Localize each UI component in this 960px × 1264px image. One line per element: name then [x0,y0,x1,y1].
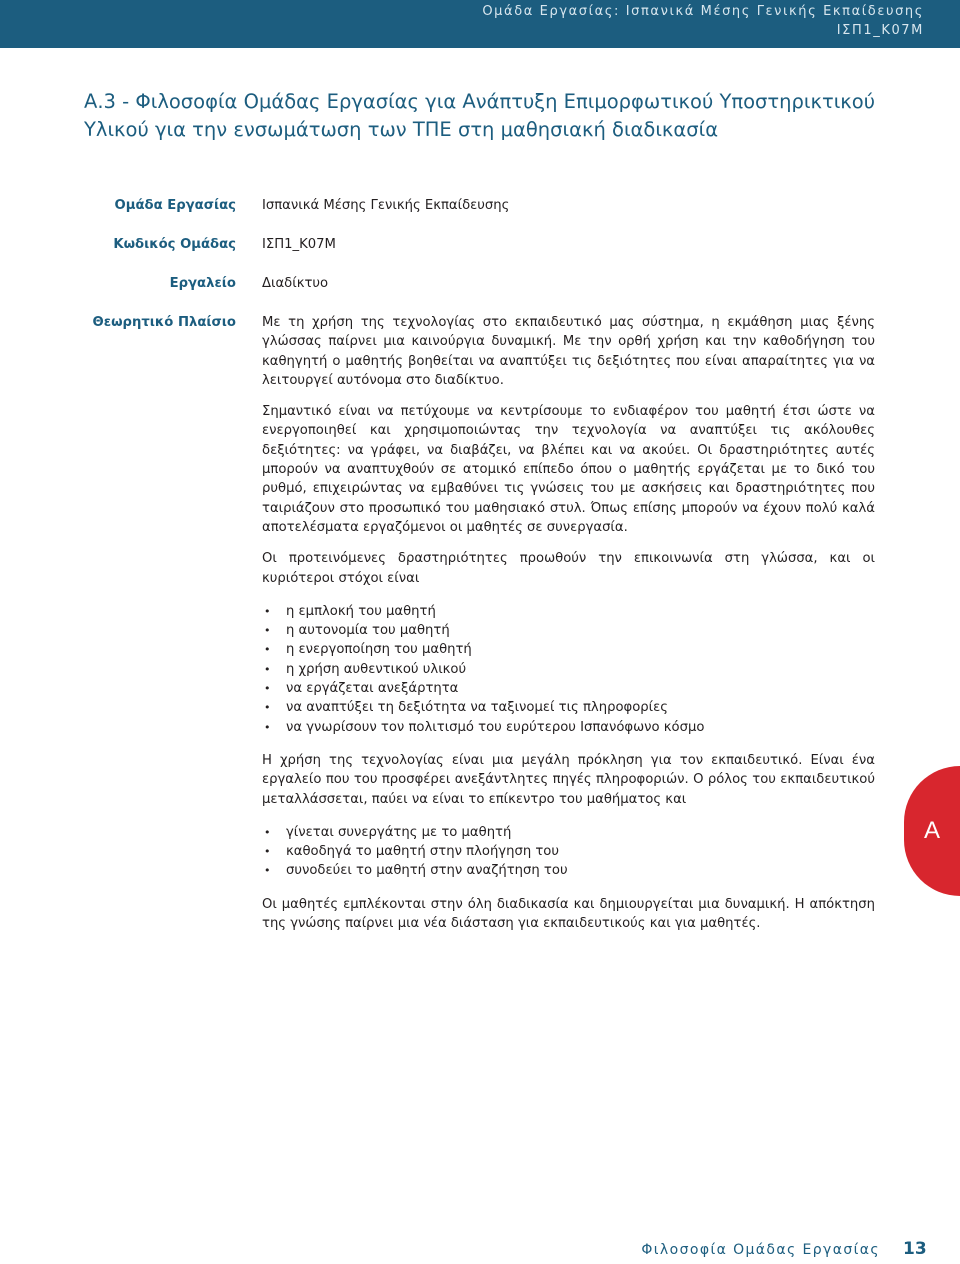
paragraph-3: Οι προτεινόμενες δραστηριότητες προωθούν την επικοινωνία στη γλώσσα, και οι κυριότεροι στόχοι είναι [262,551,875,586]
list-item-text: συνοδεύει το μαθητή στην αναζήτηση του [286,863,568,879]
paragraph-2: Σημαντικό είναι να πετύχουμε να κεντρίσουμε το ενδιαφέρον του μαθητή έτσι ώστε να ενεργοποιηθεί και χρησιμοποιώντας την τεχνολογία να αναπτύξει τις ακόλουθες δεξιότητες: να γράφει, να διαβάζει, να βλέπει και να ακούει. Οι δραστηριότητες αυτές μπορούν να αναπτυχθούν σε ατομικό επίπεδο όπου ο μαθητής εργάζεται με το δικό του ρυθμό, επιχειρώντας να εμβαθύνει τις γνώσεις του με ασκήσεις και δραστηριότητες που ταιριάζουν στο προσωπικό του μαθησιακό στυλ. Όπως επίσης μπορούν να έχουν πολύ καλά αποτελέσματα εργαζόμενοι οι μαθητές σε συνεργασία. [262,404,875,535]
tool-value: Διαδίκτυο [262,276,329,291]
code-value: ΙΣΠ1_Κ07Μ [262,237,336,252]
bullet-icon: • [264,845,271,859]
list-item [262,718,875,737]
bullet-icon: • [264,624,271,638]
list-item-text: να γνωρίσουν τον πολιτισμό του ευρύτερου Ισπανόφωνο κόσμο [286,719,705,735]
list-item [262,861,875,880]
bullet-icon: • [264,643,271,657]
list-item [262,602,875,621]
list-item-text: να εργάζεται ανεξάρτητα [286,681,459,697]
list-item-text: να αναπτύξει τη δεξιότητα να ταξινομεί τις πληροφορίες [286,700,668,716]
group-label: Ομάδα Εργασίας [114,198,236,213]
list-item [262,621,875,640]
code-label: Κωδικός Ομάδας [113,237,236,252]
section-title-line-2: Υλικού για την ενσωμάτωση των ΤΠΕ στη μαθησιακή διαδικασία [84,118,719,141]
goals-list [262,602,875,737]
running-header [0,0,960,48]
bullet-icon: • [264,701,271,715]
list-item [262,679,875,698]
section-title [84,88,924,144]
bullet-icon: • [264,604,271,618]
list-item [262,698,875,717]
list-item-text: η εμπλοκή του μαθητή [286,603,436,619]
list-item-text: η ενεργοποίηση του μαθητή [286,642,472,658]
paragraph-4: Η χρήση της τεχνολογίας είναι μια μεγάλη πρόκληση για τον εκπαιδευτικό. Είναι ένα εργαλείο που του προσφέρει ανεξάντλητες πηγές πληροφοριών. Ο ρόλος του εκπαιδευτικού μεταλλάσσεται, παύει να είναι το επίκεντρο του μαθήματος και [262,752,875,807]
header-group-title: Ομάδα Εργασίας: Ισπανικά Μέσης Γενικής Εκπαίδευσης [482,4,924,19]
bullet-icon: • [264,662,271,676]
header-group-code: ΙΣΠ1_Κ07Μ [836,23,924,38]
section-tab [904,766,960,896]
bullet-icon: • [264,682,271,696]
teacher-role-list [262,823,875,881]
section-title-line-1: Α.3 - Φιλοσοφία Ομάδας Εργασίας για Ανάπτυξη Επιμορφωτικού Υποστηρικτικού [84,90,876,113]
list-item-text: η αυτονομία του μαθητή [286,623,450,639]
framework-body [262,313,875,933]
bullet-icon: • [264,825,271,839]
list-item [262,823,875,842]
framework-label: Θεωρητικό Πλαίσιο [92,315,236,330]
group-value: Ισπανικά Μέσης Γενικής Εκπαίδευσης [262,198,510,213]
list-item [262,640,875,659]
paragraph-1: Με τη χρήση της τεχνολογίας στο εκπαιδευτικό μας σύστημα, η εκμάθηση μιας ξένης γλώσσας παίρνει μια καινούργια δυναμική. Με την ορθή χρήση και την καθοδήγηση του καθηγητή ο μαθητής βοηθείται να αναπτύξει τις δεξιότητες που είναι απαραίτητες για να λειτουργεί αυτόνομα στο διαδίκτυο. [262,315,875,388]
list-item-text: γίνεται συνεργάτης με το μαθητή [286,824,512,840]
list-item-text: η χρήση αυθεντικού υλικού [286,661,467,677]
footer-section-label: Φιλοσοφία Ομάδας Εργασίας [641,1242,880,1258]
bullet-icon: • [264,720,271,734]
paragraph-5: Οι μαθητές εμπλέκονται στην όλη διαδικασία και δημιουργείται μια δυναμική. Η απόκτηση της γνώσης παίρνει μια νέα διάσταση για εκπαιδευτικούς και για μαθητές. [262,896,875,932]
tool-label: Εργαλείο [169,276,236,291]
list-item [262,842,875,861]
list-item [262,660,875,679]
bullet-icon: • [264,864,271,878]
section-tab-letter: Α [923,817,940,844]
page-number: 13 [903,1239,927,1259]
list-item-text: καθοδηγά το μαθητή στην πλοήγηση του [286,844,560,860]
